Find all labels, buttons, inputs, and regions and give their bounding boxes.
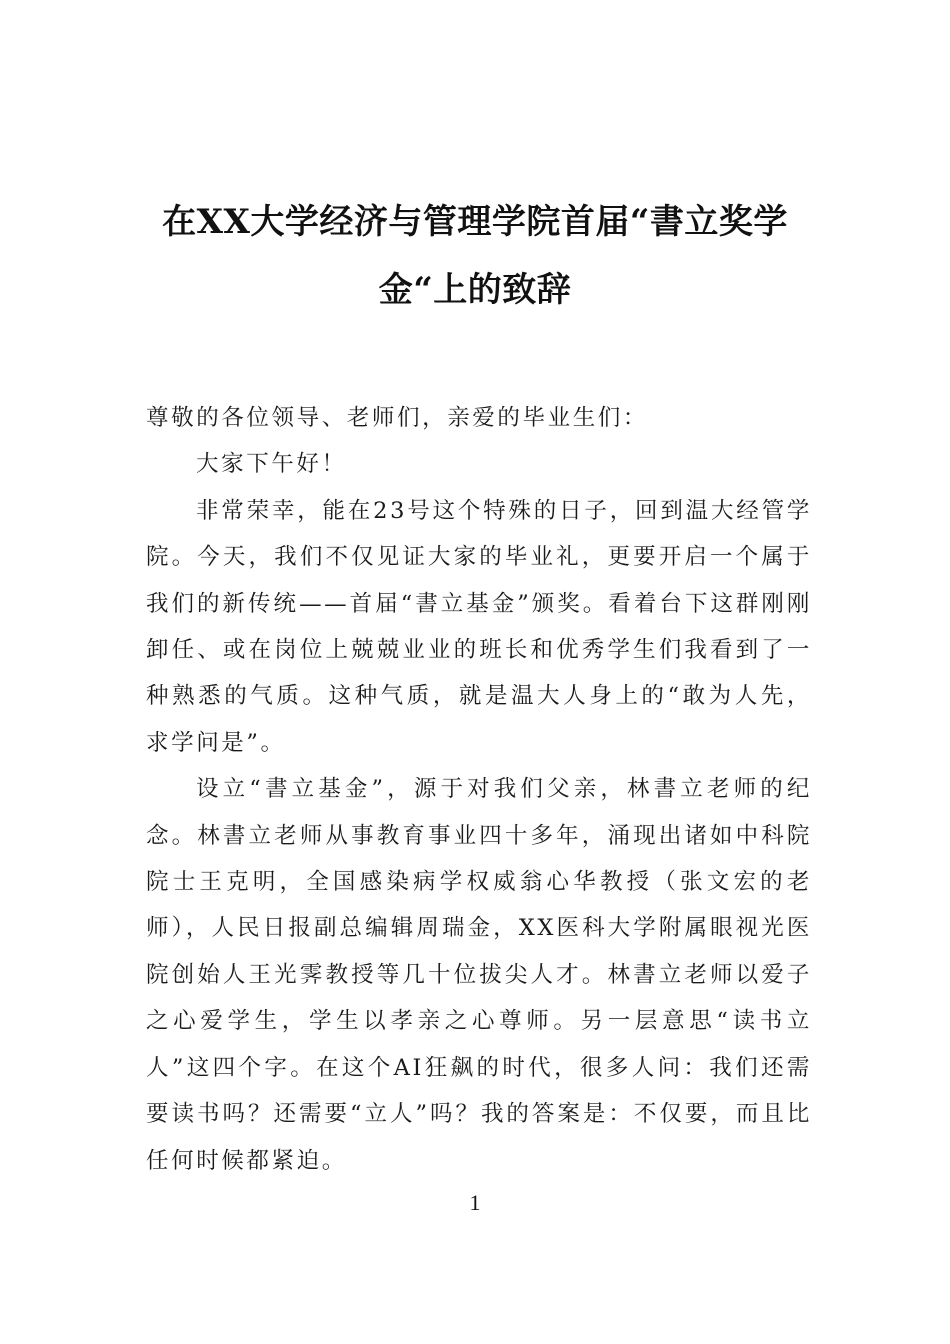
paragraph-2: 设立“書立基金”，源于对我们父亲，林書立老师的纪念。林書立老师从事教育事业四十多年，涌现出诸如中科院院士王克明，全国感染病学权威翁心华教授（张文宏的老师），人民日报副总编辑周瑞金，XX医科大学附属眼视光医院创始人王光霁教授等几十位拔尖人才。林書立老师以爱子之心爱学生，学生以孝亲之心尊师。另一层意思“读书立人”这四个字。在这个AI狂飙的时代，很多人问：我们还需要读书吗？还需要“立人”吗？我的答案是：不仅要，而且比任何时候都紧迫。 <box>146 776 812 1174</box>
document-title <box>130 188 820 324</box>
greeting: 大家下午好！ <box>196 451 347 478</box>
paragraph-1: 非常荣幸，能在23号这个特殊的日子，回到温大经管学院。今天，我们不仅见证大家的毕业礼，更要开启一个属于我们的新传统——首届“書立基金”颁奖。看着台下这群刚刚卸任、或在岗位上兢兢业业的班长和优秀学生们我看到了一种熟悉的气质。这种气质，就是温大人身上的“敢为人先，求学问是”。 <box>146 497 812 756</box>
salutation: 尊敬的各位领导、老师们，亲爱的毕业生们： <box>146 405 649 431</box>
title-line-2: 金“上的致辞 <box>378 270 572 310</box>
page-number: 1 <box>469 1190 481 1215</box>
document-body <box>146 395 812 1184</box>
title-line-1: 在XX大学经济与管理学院首届“書立奖学 <box>162 202 788 242</box>
